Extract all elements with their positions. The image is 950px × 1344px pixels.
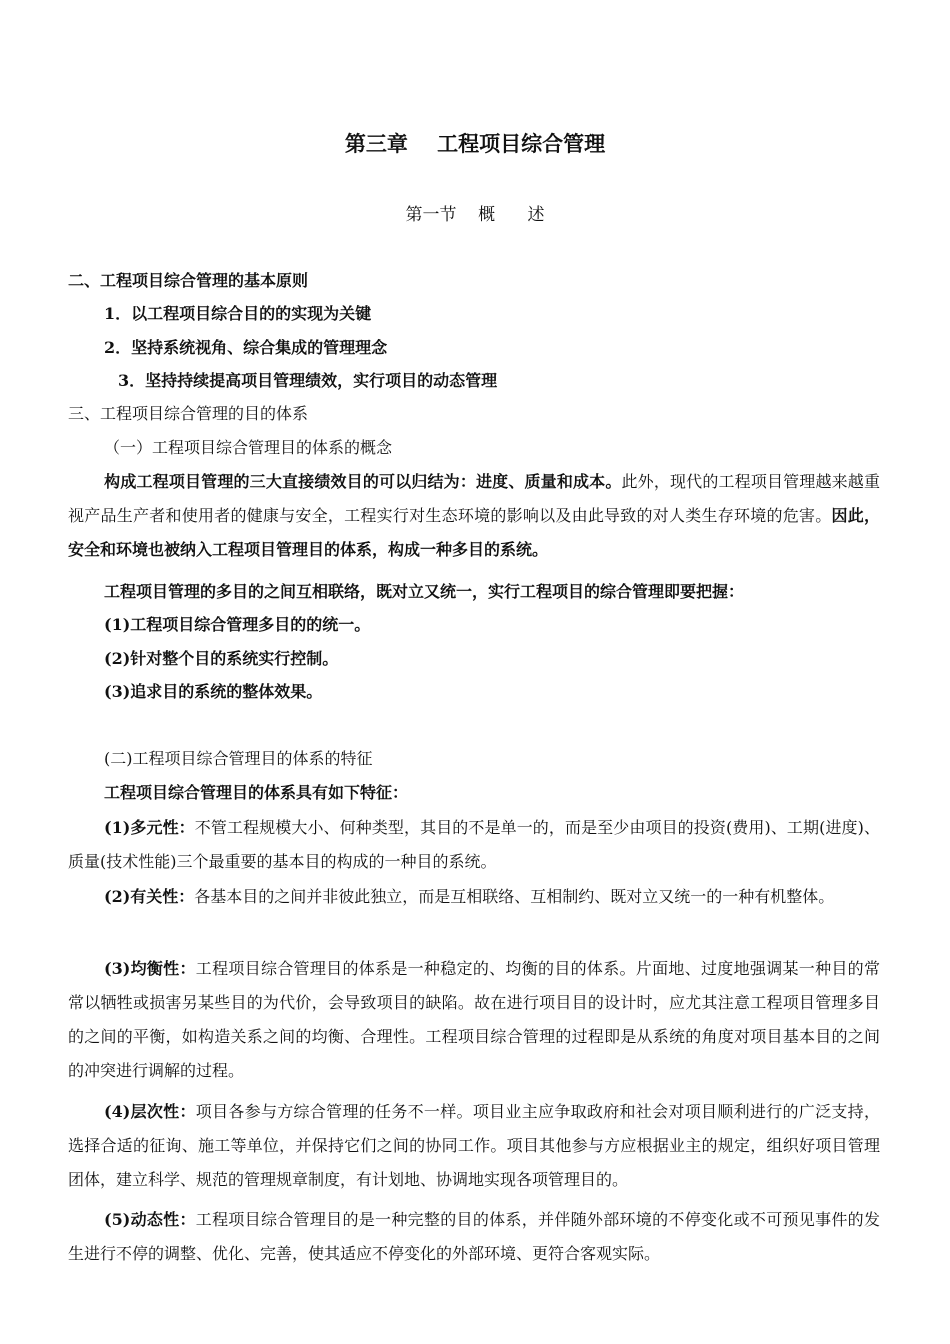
list-item-3: (3)追求目的系统的整体效果。: [104, 682, 323, 701]
section-title: 第一节 概 述: [405, 205, 545, 225]
paragraph-balance: 工程项目管理的多目的之间互相联络，既对立又统一，实行工程项目的综合管理即要把握：: [104, 582, 745, 601]
feature-correlation: [68, 880, 880, 914]
feature-text: 各基本目的之间并非彼此独立，而是互相联络、互相制约、既对立又统一的一种有机整体。: [194, 887, 835, 906]
feature-text: 不管工程规模大小、何种类型，其目的不是单一的，而是至少由项目的投资(费用)、工期(进度)、质量(技术性能)三个最重要的基本目的构成的一种目的系统。: [68, 818, 880, 871]
paragraph-concept-conclusion: 因此，安全和环境也被纳入工程项目管理目的体系，构成一种多目的系统。: [68, 506, 880, 559]
feature-label: (3)均衡性：: [104, 959, 196, 978]
subheading-concept: （一）工程项目综合管理目的体系的概念: [104, 438, 393, 457]
paragraph-concept: [68, 465, 880, 567]
heading-principles: 二、工程项目综合管理的基本原则: [68, 271, 309, 290]
feature-balance: [68, 952, 880, 1088]
paragraph-features-intro: 工程项目综合管理目的体系具有如下特征：: [104, 783, 409, 802]
feature-text: 工程项目综合管理目的是一种完整的目的体系，并伴随外部环境的不停变化或不可预见事件的发生进行不停的调整、优化、完善，使其适应不停变化的外部环境、更符合客观实际。: [68, 1210, 880, 1263]
feature-label: (5)动态性：: [104, 1210, 196, 1229]
principle-item-3: 3．坚持持续提高项目管理绩效，实行项目的动态管理: [118, 371, 498, 390]
feature-label: (1)多元性：: [104, 818, 195, 837]
paragraph-concept-body: 此外，现代的工程项目管理越来越重视产品生产者和使用者的健康与安全，工程实行对生态环境的影响以及由此导致的对人类生存环境的危害。: [68, 472, 880, 525]
feature-text: 工程项目综合管理目的体系是一种稳定的、均衡的目的体系。片面地、过度地强调某一种目的常常以牺牲或损害另某些目的为代价，会导致项目的缺陷。故在进行项目目的设计时，应尤其注意工程项目管理多目的之间的平衡，如构造关系之间的均衡、合理性。工程项目综合管理的过程即是从系统的角度对项目基本目的之间的冲突进行调解的过程。: [68, 959, 880, 1080]
chapter-title: 第三章 工程项目综合管理: [344, 132, 606, 156]
feature-hierarchy: [68, 1095, 880, 1197]
list-item-2: (2)针对整个目的系统实行控制。: [104, 649, 339, 668]
feature-label: (2)有关性：: [104, 887, 195, 906]
paragraph-concept-lead: 构成工程项目管理的三大直接绩效目的可以归结为：进度、质量和成本。: [104, 472, 622, 491]
principle-item-1: 1．以工程项目综合目的的实现为关键: [104, 304, 372, 323]
heading-goal-system: 三、工程项目综合管理的目的体系: [68, 404, 309, 423]
feature-diversity: [68, 811, 880, 879]
feature-dynamics: [68, 1203, 880, 1271]
list-item-1: (1)工程项目综合管理多目的的统一。: [104, 615, 371, 634]
feature-label: (4)层次性：: [104, 1102, 196, 1121]
feature-text: 项目各参与方综合管理的任务不一样。项目业主应争取政府和社会对项目顺利进行的广泛支持，选择合适的征询、施工等单位，并保持它们之间的协同工作。项目其他参与方应根据业主的规定，组织好项目管理团体，建立科学、规范的管理规章制度，有计划地、协调地实现各项管理目的。: [68, 1102, 880, 1189]
subheading-features: (二)工程项目综合管理目的体系的特征: [104, 749, 373, 768]
principle-item-2: 2．坚持系统视角、综合集成的管理理念: [104, 338, 388, 357]
